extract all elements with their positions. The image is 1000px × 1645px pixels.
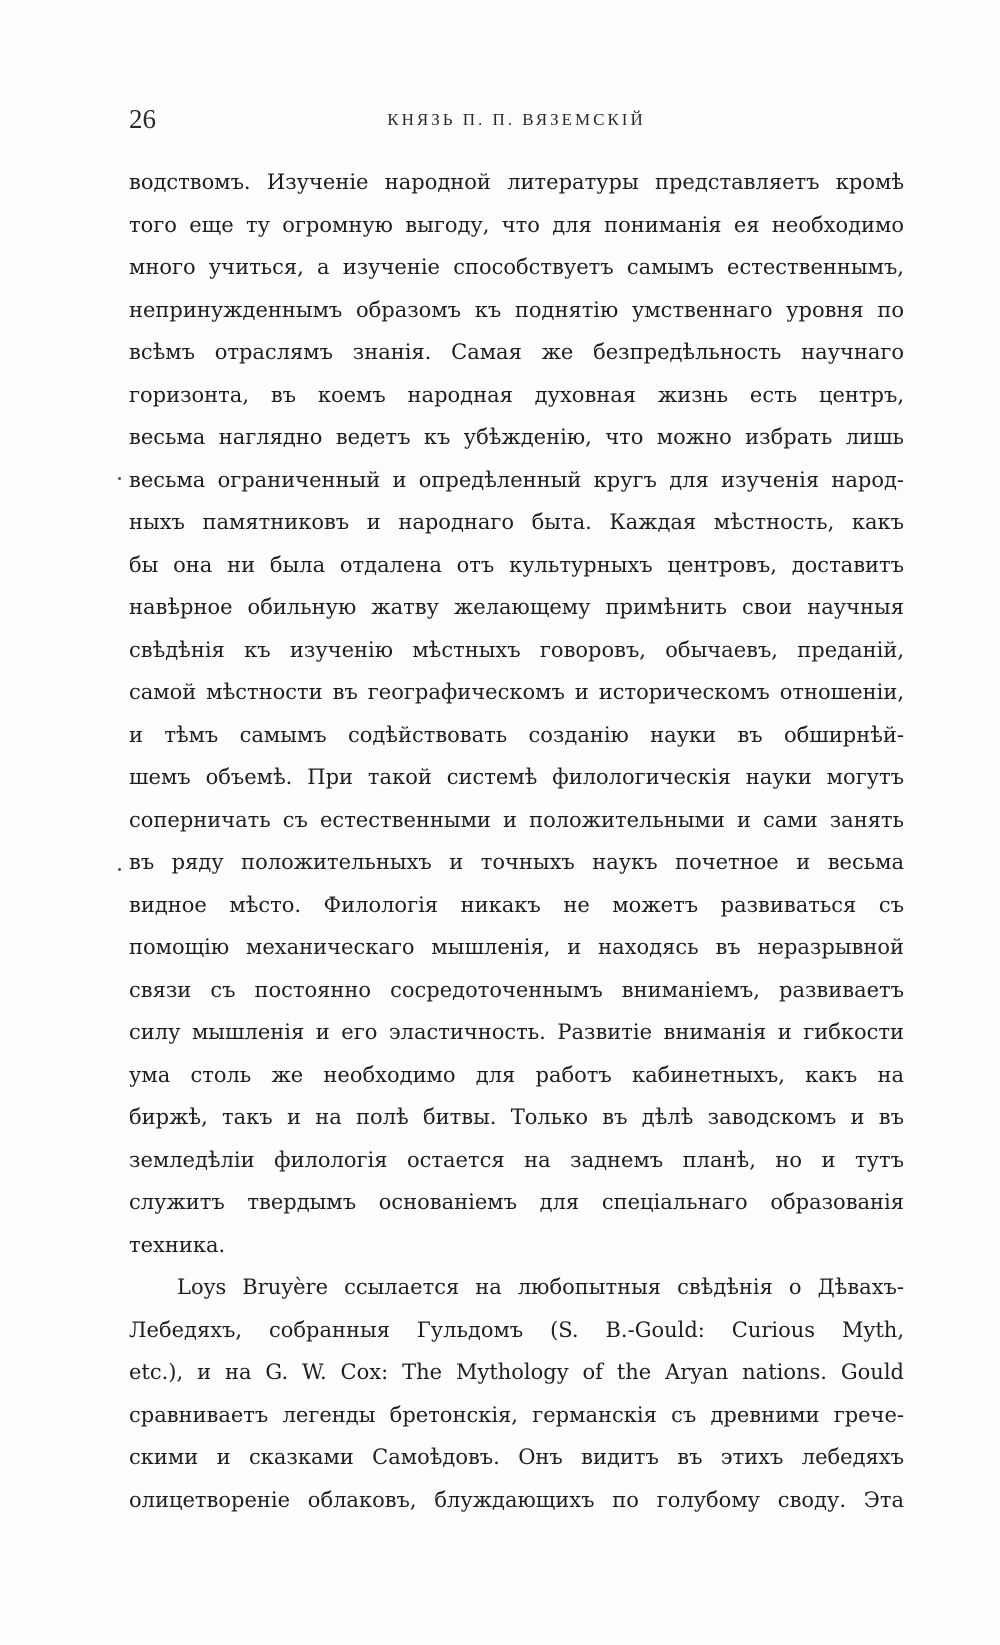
paragraph-2 [129, 1266, 904, 1521]
text-line: горизонта, въ коемъ народная духовная жизнь есть центръ, [129, 382, 904, 407]
text-line: техника. [129, 1232, 226, 1257]
print-speck [118, 477, 121, 480]
text-line: много учиться, а изученіе способствуетъ самымъ естественнымъ, [129, 255, 904, 279]
page-number: 26 [129, 104, 156, 134]
text-line: самой мѣстности въ географическомъ и историческомъ отношеніи, [129, 680, 904, 704]
text-line: служитъ твердымъ основаніемъ для спеціальнаго образованія [129, 1190, 904, 1214]
text-line: весьма ограниченный и опредѣленный кругъ для изученія народ- [129, 467, 904, 492]
text-line: бы она ни была отдалена отъ культурныхъ центровъ, доставитъ [129, 552, 904, 577]
text-line: скими и сказками Самоѣдовъ. Онъ видитъ въ этихъ лебедяхъ [129, 1445, 904, 1469]
text-line: и тѣмъ самымъ содѣйствовать созданію науки въ обширнѣй- [129, 722, 904, 747]
text-line: соперничать съ естественными и положительными и сами занять [129, 807, 904, 832]
text-line: Loys Bruyère ссылается на любопытныя свѣдѣнія о Дѣвахъ- [177, 1275, 904, 1299]
print-speck [118, 868, 121, 871]
text-line: навѣрное обильную жатву желающему примѣнить свои научныя [129, 595, 904, 619]
text-line: того еще ту огромную выгоду, что для пониманія ея необходимо [129, 212, 904, 237]
text-line: etc.), и на G. W. Cox: The Mythology of the Aryan nations. Gould [129, 1360, 904, 1384]
text-line: непринужденнымъ образомъ къ поднятію умственнаго уровня по [129, 297, 904, 322]
text-line: свѣдѣнія къ изученію мѣстныхъ говоровъ, обычаевъ, преданій, [129, 637, 904, 662]
text-line: помощію механическаго мышленія, и находясь въ неразрывной [129, 935, 904, 959]
running-head: КНЯЗЬ П. П. ВЯЗЕМСКІЙ [387, 110, 646, 129]
text-line: въ ряду положительныхъ и точныхъ наукъ почетное и весьма [129, 850, 904, 874]
text-line: Лебедяхъ, собранныя Гульдомъ (S. B.-Gould: Curious Myth, [129, 1317, 904, 1342]
page-header [129, 104, 904, 144]
text-line: связи съ постоянно сосредоточеннымъ вниманіемъ, развиваетъ [129, 977, 904, 1002]
text-line: водствомъ. Изученіе народной литературы представляетъ кромѣ [129, 170, 904, 194]
paragraph-1 [129, 161, 904, 1266]
text-line: земледѣліи филологія остается на заднемъ планѣ, но и тутъ [129, 1147, 904, 1172]
text-line: ума столь же необходимо для работъ кабинетныхъ, какъ на [129, 1062, 904, 1087]
text-line: олицетвореніе облаковъ, блуждающихъ по голубому своду. Эта [129, 1487, 904, 1512]
text-line: биржѣ, такъ и на полѣ битвы. Только въ дѣлѣ заводскомъ и въ [129, 1105, 904, 1129]
text-line: шемъ объемѣ. При такой системѣ филологическія науки могутъ [129, 765, 904, 789]
text-line: ныхъ памятниковъ и народнаго быта. Каждая мѣстность, какъ [129, 510, 904, 534]
text-line: сравниваетъ легенды бретонскія, германскія съ древними грече- [129, 1402, 904, 1427]
text-line: силу мышленія и его эластичность. Развитіе вниманія и гибкости [129, 1020, 904, 1044]
body-text [129, 161, 904, 1521]
text-line: всѣмъ отраслямъ знанія. Самая же безпредѣльность научнаго [129, 340, 904, 364]
text-line: видное мѣсто. Филологія никакъ не можетъ развиваться съ [129, 892, 904, 917]
text-line: весьма наглядно ведетъ къ убѣжденію, что можно избрать лишь [129, 425, 904, 449]
